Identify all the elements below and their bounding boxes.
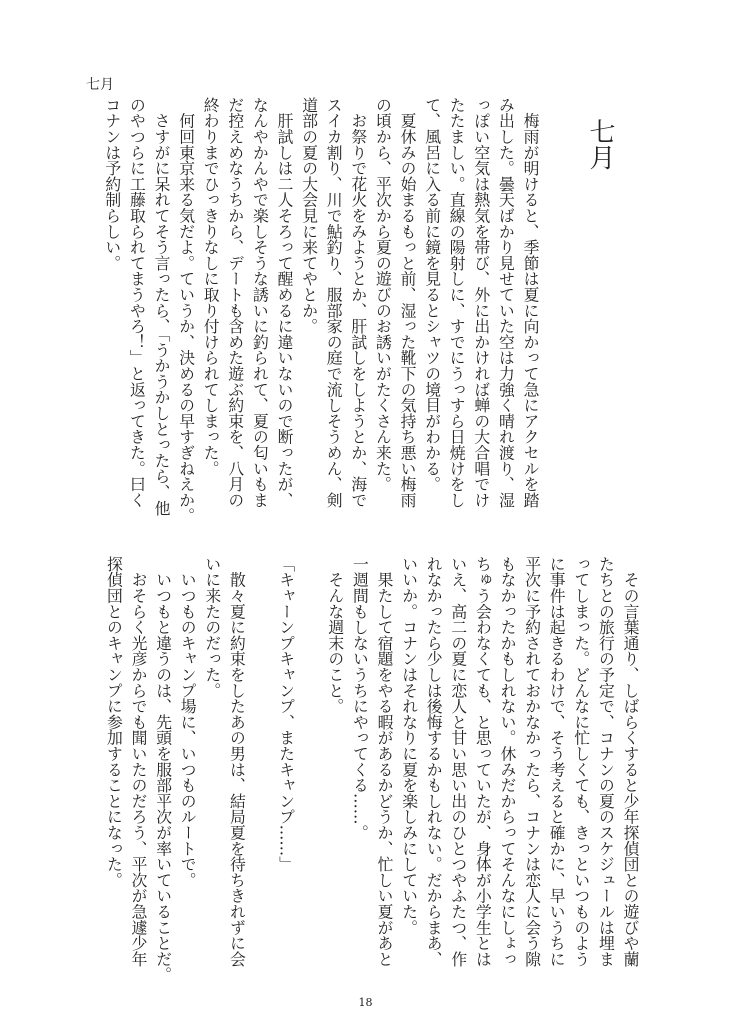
text-line: み出した。曇天ばかり見せていた空は力強く晴れ渡り、湿 <box>496 97 516 508</box>
page-number: 18 <box>358 996 373 1009</box>
text-line: 探偵団とのキャンプに参加することになった。 <box>104 556 124 888</box>
text-line: て、風呂に入る前に鏡を見るとシャツの境目がわかる。 <box>422 97 442 492</box>
text-line: ちゅう会わなくても、と思っていたが、身体が小学生とは <box>473 556 493 967</box>
text-line: スイカ割り、川で鮎釣り、服部家の庭で流しそうめん、剣 <box>324 97 344 508</box>
text-line: たちとの旅行の予定で、コナンの夏のスケジュールは埋ま <box>596 556 616 967</box>
text-line: 散々夏に約束をしたあの男は、結局夏を待ちきれずに会 <box>227 556 247 967</box>
text-line: 果たして宿題をやる暇があるかどうか、忙しい夏があと <box>375 556 394 967</box>
text-line: さすがに呆れてそう言ったら、「うかうかしとったら、他 <box>152 97 171 516</box>
text-line: もなかったかもしれない。休みだからってそんなにしょっ <box>498 556 517 967</box>
text-line: っぽい空気は熱気を帯び、外に出かければ蝉の大合唱でけ <box>471 97 491 508</box>
text-line: いいか。コナンはそれなりに夏を楽しみにしていた。 <box>399 556 419 936</box>
text-line: いつものキャンプ場に、いつものルートで。 <box>178 556 198 888</box>
text-line: コナンは予約制らしい。 <box>102 97 122 271</box>
chapter-title: 七月 <box>585 118 615 170</box>
text-line: お祭りで花火をみようとか、肝試しをしようとか、海で <box>348 97 368 508</box>
text-line: 何回東京来る気だよ。ていうか、決めるの早すぎねえか。 <box>176 97 196 524</box>
text-line: のやつらに工藤取られてまうやろ！」と返ってきた。曰く <box>127 97 147 508</box>
text-line: 梅雨が明けると、季節は夏に向かって急にアクセルを踏 <box>521 97 540 508</box>
text-line: 一週間もしないうちにやってくる……。 <box>350 556 370 841</box>
text-line: だ控えめなうちから、デートも含めた遊ぶ約束を、八月の <box>225 97 245 508</box>
text-line: いに来たのだった。 <box>202 556 222 699</box>
text-line: いえ、高二の夏に恋人と甘い思い出のひとつやふたつ、作 <box>448 556 468 967</box>
text-line: 終わりまでひっきりなしに取り付けられてしまった。 <box>201 97 221 477</box>
text-line: れなかったら少しは後悔するかもしれない。だからまあ、 <box>424 556 444 967</box>
running-header: 七月 <box>86 77 114 93</box>
text-line: 「キャーンプキャンプ、またキャンプ……」 <box>276 556 296 872</box>
text-line: 平次に予約されておかなかったら、コナンは恋人に会う隙 <box>522 556 542 967</box>
text-line: ってしまった。どんなに忙しくても、きっといつものよう <box>571 556 591 967</box>
text-line: 肝試しは二人そろって醒めるに違いないので断ったが、 <box>275 97 294 508</box>
text-line: たたましい。直線の陽射しに、すでにうっすら日焼けをし <box>447 97 467 508</box>
text-line: の頃から、平次から夏の遊びのお誘いがたくさん来た。 <box>373 97 393 492</box>
text-line: そんな週末のこと。 <box>325 556 345 714</box>
text-line: いつもと違うのは、先頭を服部平次が率いていることだ。 <box>153 556 173 983</box>
text-line: 夏休みの始まるもっと前、湿った靴下の気持ち悪い梅雨 <box>398 97 417 508</box>
text-line: に事件は起きるわけで、そう考えると確かに、早いうちに <box>547 556 567 967</box>
text-line: おそらく光彦からでも聞いたのだろう、平次が急遽少年 <box>129 556 148 967</box>
text-line: 道部の夏の大会見に来てやとか。 <box>299 97 319 334</box>
text-line: その言葉通り、しばらくすると少年探偵団との遊びや蘭 <box>621 556 640 967</box>
text-line: なんやかんやで楽しそうな誘いに釣られて、夏の匂いもま <box>250 97 270 508</box>
